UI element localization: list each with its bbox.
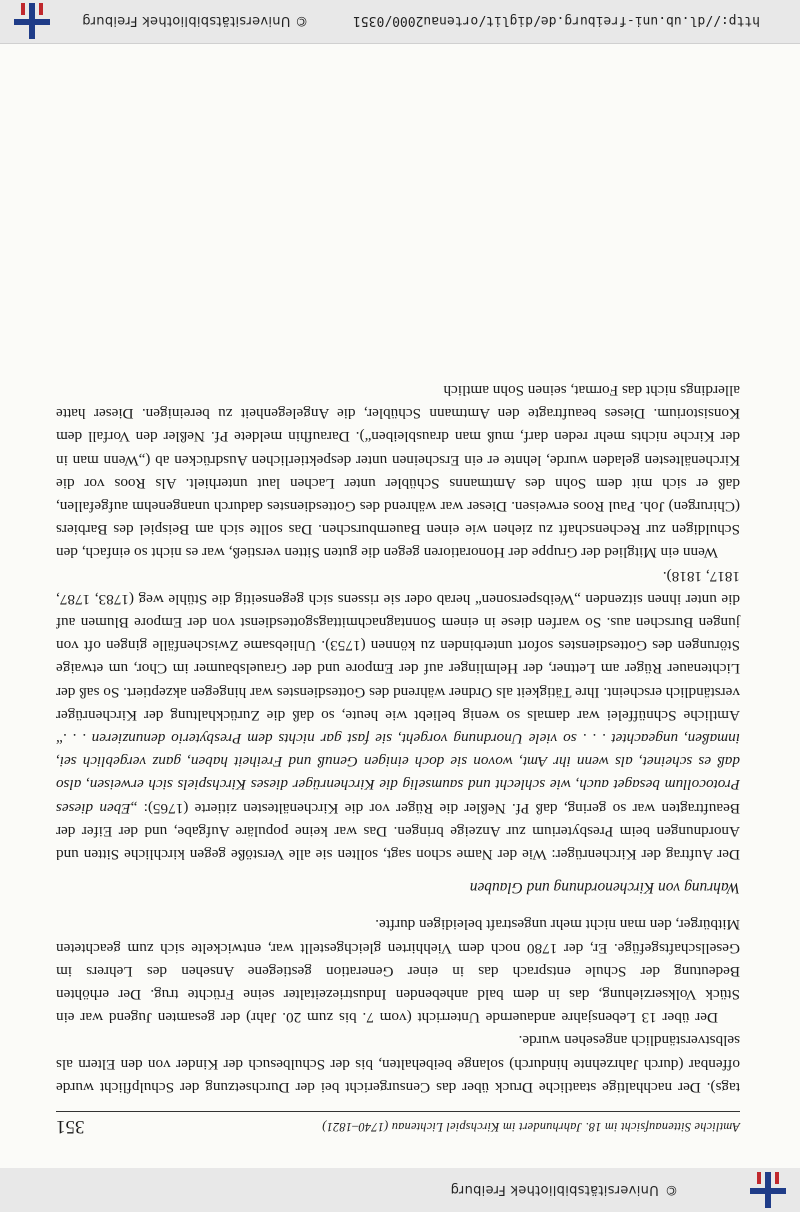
protocol-quote: Eben dieses Protocollum besaget auch, wie schlecht und saumselig die Kirchenrüger dieses Kirchspiels sich erweisen, also daß es scheinet, als wenn ihr Amt, wovon sie doch einigen Genuß und Freiheit haben, ganz vergeblich sei, inmaßen, ungeachtet . . . so viele Unordnung vorgeht, sie fast gar nichts dem Presbyterio denunzieren . . . <box>56 729 740 817</box>
page-sheet <box>0 44 800 1168</box>
copyright-symbol: © <box>664 1182 678 1198</box>
library-credit-text: Universitätsbibliothek Freiburg <box>82 13 291 29</box>
copyright-symbol: © <box>294 13 309 29</box>
university-library-logo-icon <box>12 1 52 41</box>
page-number: 351 <box>56 1116 85 1137</box>
paragraph-text: “ Amtliche Schnüffelei war damals so wenig beliebt wie heute, so daß die Zurückhaltung der Kirchenrüger verständlich erscheint. Ihre Tätigkeit als Ordner während des Gottesdienstes war hingegen akzeptiert. So saß der Lichtenauer Rüger am Lettner, der Helmlinger auf der Empore und der Grauelsbaumer im Chor, um etwaige Störungen des Gottesdienstes sofort unterbinden zu können (1753). Unliebsame Zwischenfälle gingen oft von jungen Burschen aus. So warfen diese in einem Sonntagnachmittagsgottesdienst von der Empore Blumen auf die unter ihnen sitzenden „Weibspersonen“ herab oder sie rissens sich gegenseitig die Stühle weg (1783, 1787, 1817, 1818). <box>56 567 740 747</box>
page-content <box>56 379 740 1138</box>
viewer-top-bar <box>0 1168 800 1212</box>
paragraph <box>56 564 740 866</box>
library-credit-text: Universitätsbibliothek Freiburg <box>450 1182 659 1198</box>
running-title: Amtliche Sittenaufsicht im 18. Jahrhundert im Kirchspiel Lichtenau (1740–1821) <box>322 1120 740 1134</box>
library-credit <box>82 14 308 29</box>
paragraph-text: Der Auftrag der Kirchenrüger: Wie der Name schon sagt, sollten sie alle Verstöße gegen kirchliche Sitten und Anordnungen beim Presbyterium zur Anzeige bringen. Das war keine populäre Aufgabe, und der Eifer der Beauftragten war so gering, daß Pf. Neßler die Rüger vor die Kirchenältesten zitierte (1765): „ <box>56 799 740 863</box>
paragraph: Der über 13 Lebensjahre andauernde Unterricht (vom 7. bis zum 20. Jahr) der gesamten Jugend war ein Stück Volkserziehung, das in dem bald anhebenden Industriezeitalter seine Früchte trug. Der erhöhten Bedeutung der Schule entsprach das in einer Generation gestiegene Ansehen des Lehrers im Gesellschaftsgefüge. Er, der 1780 noch dem Viehhirten gleichgestellt war, entwickelte sich zum geachteten Mitbürger, den man nicht mehr ungestraft beleidigen durfte. <box>56 916 740 1027</box>
running-header <box>56 1111 740 1138</box>
university-library-logo-icon <box>748 1170 788 1210</box>
library-credit <box>450 1183 678 1198</box>
paragraph: Wenn ein Mitglied der Gruppe der Honoratioren gegen die guten Sitten verstieß, war es nicht so einfach, den Schuldigen zur Rechenschaft zu ziehen wie einen Bauernburschen. Das sollte sich am Beispiel des Barbiers (Chirurgen) Joh. Paul Roos erweisen. Dieser war während des Gottesdienstes dadurch unangenehm aufgefallen, daß er sich mit dem Sohn des Amtmanns Schübler unter Lachen laut unterhielt. Als Roos vor die Kirchenältesten geladen wurde, lehnte er ein Erscheinen unter despektierlichen Ausdrücken ab („Wenn man in der Kirche nichts mehr reden darf, muß man drausbleiben“). Daraufhin meldete Pf. Neßler den Vorfall dem Konsistorium. Dieses beauftragte den Amtmann Schübler, die Angelegenheit zu bereinigen. Dieser hatte allerdings nicht das Format, seinen Sohn amtlich <box>56 381 740 562</box>
permalink-url[interactable]: http://dl.ub.uni-freiburg.de/diglit/ortenau2000/0351 <box>353 13 760 29</box>
section-heading: Wahrung von Kirchenordnung und Glauben <box>469 879 740 897</box>
paragraph: tags). Der nachhaltige staatliche Druck über das Censurgericht bei der Durchsetzung der Schulpflicht wurde offenbar (durch Jahrzehnte hindurch) solange beibehalten, bis der Schulbesuch der Kinder von den Eltern als selbstverständlich angesehen wurde. <box>56 1032 740 1096</box>
viewer-bottom-bar <box>0 0 800 44</box>
